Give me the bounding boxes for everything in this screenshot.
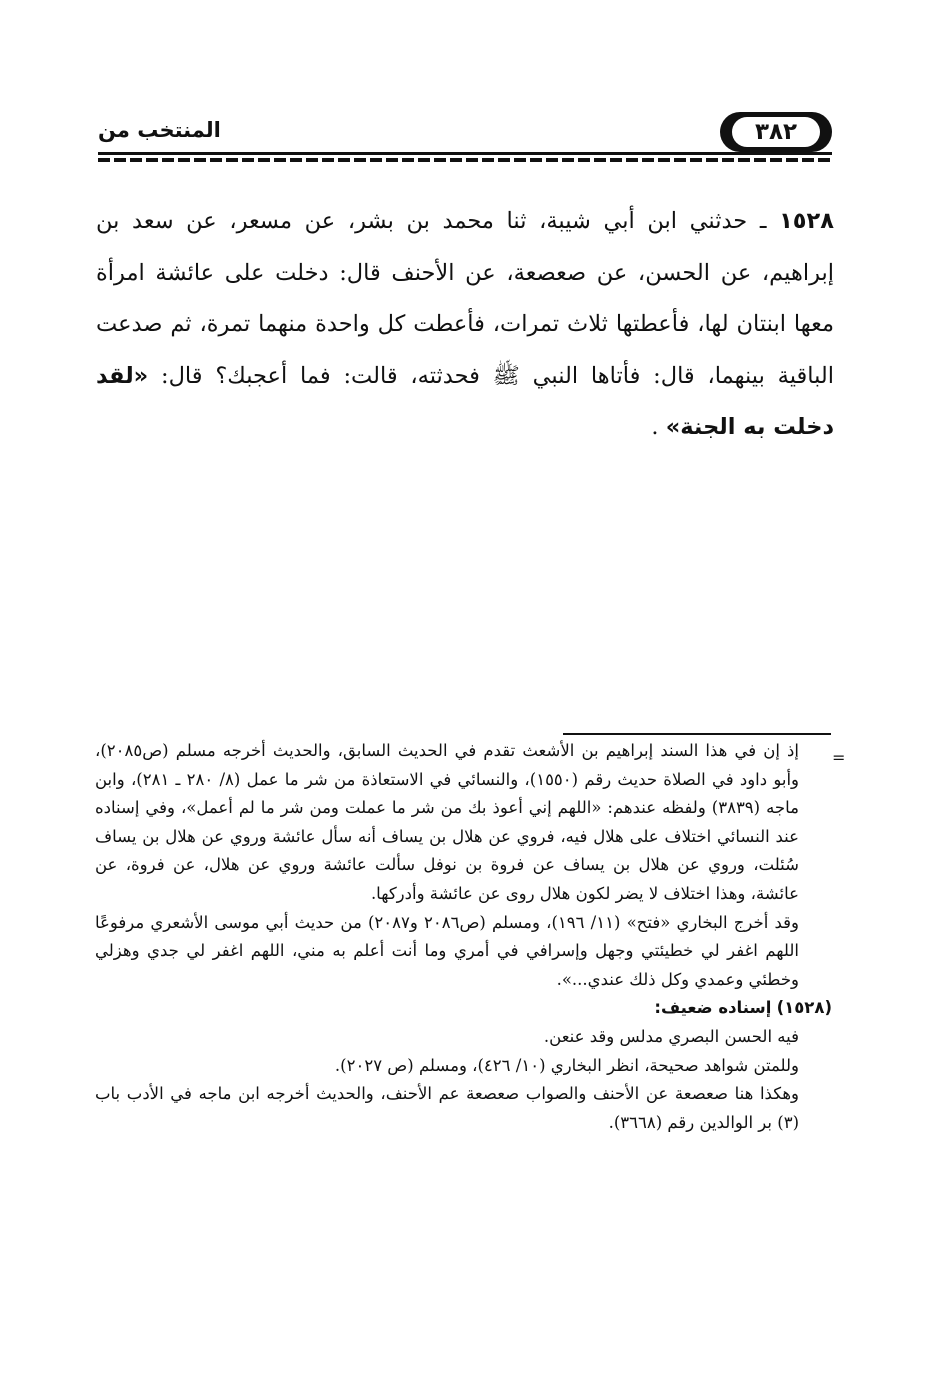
footnote-heading [95,994,832,1023]
hadith-quote: «لقد دخلت به الجنة» [96,362,834,440]
hadith-number: ١٥٢٨ [779,208,834,234]
footnote-continuation-paragraph: إذ إن في هذا السند إبراهيم بن الأشعث تقدم في الحديث السابق، والحديث أخرجه مسلم (ص٢٠٨٥)، وأبو داود في الصلاة حديث رقم (١٥٥٠)، والنسائي في الاستعاذة من شر ما عمل (٨/ ٢٨٠ ـ ٢٨١)، وابن ماجه (٣٨٣٩) ولفظه عندهم: «اللهم إني أعوذ بك من شر ما عملت ومن شر ما لم أعمل»، وفي إسناده عند النسائي اختلاف على هلال فيه، فروي عن هلال بن يساف أنه سأل عائشة وروي عن هلال بن يساف سُئلت، وروي عن هلال بن يساف عن فروة بن نوفل سألت عائشة وروي عن هلال، عن فروة، عن عائشة، وهذا اختلاف لا يضر لكون هلال روى عن عائشة وأدركها. [95,741,799,903]
footnote-line: وهكذا هنا صعصعة عن الأحنف والصواب صعصعة عم الأحنف، والحديث أخرجه ابن ماجه في الأدب باب (٣) بر الوالدين رقم (٣٦٦٨). [95,1084,799,1132]
header-rule [98,152,832,155]
running-title: المنتخب من [98,118,221,142]
footnote-line: وللمتن شواهد صحيحة، انظر البخاري (١٠/ ٤٢٦)، ومسلم (ص ٢٠٢٧). [334,1055,799,1075]
page-number: ٣٨٢ [732,117,820,147]
footnote-separator [563,733,831,735]
continuation-marker: = [832,748,846,767]
footnote-continuation-paragraph: وقد أخرج البخاري «فتح» (١١/ ١٩٦)، ومسلم (ص٢٠٨٦ و٢٠٨٧) من حديث أبي موسى الأشعري مرفوعًا اللهم اغفر لي خطيئتي وجهل وإسرافي في أمري وما أنت أعلم به مني، اللهم اغفر لي جدي وهزلي وخطئي وعمدي وكل ذلك عندي...». [95,912,800,989]
hadith-text: ـ حدثني ابن أبي شيبة، ثنا محمد بن بشر، عن مسعر، عن سعد بن إبراهيم، عن الحسن، عن صعصعة، عن الأحنف قال: دخلت على عائشة امرأة معها ابنتان لها، فأعطتها ثلاث تمرات، فأعطت كل واحدة منهما تمرة، ثم صدعت الباقية بينهما، قال: فأتاها النبي ﷺ فحدثته، قالت: فما أعجبك؟ قال: [96,208,834,389]
hadith-end: . [651,414,659,440]
page-number-badge [720,112,832,152]
header-dashed-rule [98,158,832,162]
footnote-ref: (١٥٢٨) [776,998,832,1018]
footnote-heading-text: إسناده ضعيف: [654,998,772,1018]
footnotes [95,737,832,1137]
footnote-line: فيه الحسن البصري مدلس وقد عنعن. [543,1026,799,1046]
page-header [98,112,832,152]
hadith-paragraph [96,196,834,454]
